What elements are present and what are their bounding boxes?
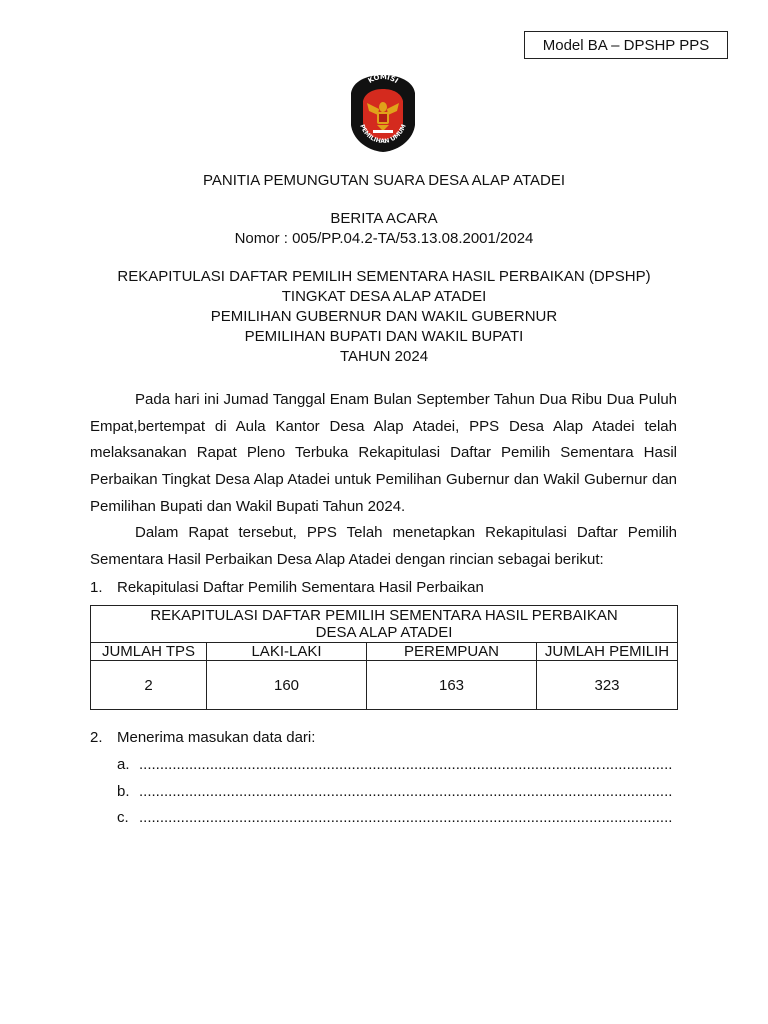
column-header: PEREMPUAN <box>367 643 537 661</box>
committee-name: PANITIA PEMUNGUTAN SUARA DESA ALAP ATADEI <box>202 172 566 189</box>
committee-heading <box>0 171 768 191</box>
column-header: JUMLAH PEMILIH <box>537 643 678 661</box>
sub-item-a <box>117 755 677 775</box>
fill-in-line: ................................................................................................................................ <box>139 783 673 800</box>
column-header: LAKI-LAKI <box>207 643 367 661</box>
table-title: REKAPITULASI DAFTAR PEMILIH SEMENTARA HASIL PERBAIKAN <box>150 607 618 624</box>
subject-block <box>0 267 768 367</box>
table-cell-male: 160 <box>207 661 367 710</box>
subject-line: PEMILIHAN BUPATI DAN WAKIL BUPATI <box>244 328 524 345</box>
table-title-cell <box>91 606 678 643</box>
sub-item-label: c. <box>117 809 129 826</box>
logo-bottom-text: PEMILIHAN UMUM <box>358 123 408 146</box>
subject-line: TAHUN 2024 <box>339 348 429 365</box>
table-header-row <box>91 643 678 661</box>
decision-paragraph: Dalam Rapat tersebut, PPS Telah menetapkan Rekapitulasi Daftar Pemilih Sementara Hasil Perbaikan Desa Alap Atadei dengan rincian sebagai berikut: <box>90 524 677 568</box>
sub-item-b <box>117 782 677 802</box>
table-cell-tps: 2 <box>91 661 207 710</box>
subject-line: PEMILIHAN GUBERNUR DAN WAKIL GUBERNUR <box>210 308 558 325</box>
document-title: BERITA ACARA <box>330 210 438 227</box>
table-cell-female: 163 <box>367 661 537 710</box>
table-title-row <box>91 606 678 643</box>
table-cell-total: 323 <box>537 661 678 710</box>
table-row <box>91 661 678 710</box>
subject-line: TINGKAT DESA ALAP ATADEI <box>281 288 487 305</box>
list-item-2 <box>90 728 315 748</box>
sub-item-label: b. <box>117 783 130 800</box>
logo-top-text: KOMISI <box>366 73 400 86</box>
list-item-number: 2. <box>90 729 103 746</box>
list-item-1 <box>90 578 484 598</box>
document-title-block <box>0 209 768 249</box>
kpu-logo <box>349 73 417 153</box>
model-label-box <box>524 31 728 59</box>
recap-table <box>90 605 678 710</box>
opening-paragraph: Pada hari ini Jumad Tanggal Enam Bulan September Tahun Dua Ribu Dua Puluh Empat,bertempat di Aula Kantor Desa Alap Atadei, PPS Desa Alap Atadei telah melaksanakan Rapat Pleno Terbuka Rekapitulasi Daftar Pemilih Sementara Hasil Perbaikan Tingkat Desa Alap Atadei untuk Pemilihan Gubernur dan Wakil Gubernur dan Pemilihan Bupati dan Wakil Bupati Tahun 2024. <box>90 391 677 515</box>
sub-item-label: a. <box>117 756 130 773</box>
list-item-text: Menerima masukan data dari: <box>117 729 316 746</box>
list-item-text: Rekapitulasi Daftar Pemilih Sementara Hasil Perbaikan <box>117 579 484 596</box>
subject-line: REKAPITULASI DAFTAR PEMILIH SEMENTARA HASIL PERBAIKAN (DPSHP) <box>117 268 651 285</box>
fill-in-line: ................................................................................................................................ <box>139 756 673 773</box>
table-subtitle: DESA ALAP ATADEI <box>315 624 453 641</box>
fill-in-line: ................................................................................................................................ <box>139 809 673 826</box>
list-item-number: 1. <box>90 579 103 596</box>
sub-item-c <box>117 808 677 828</box>
column-header: JUMLAH TPS <box>91 643 207 661</box>
document-number: Nomor : 005/PP.04.2-TA/53.13.08.2001/2024 <box>234 230 534 247</box>
model-label: Model BA – DPSHP PPS <box>542 36 710 54</box>
